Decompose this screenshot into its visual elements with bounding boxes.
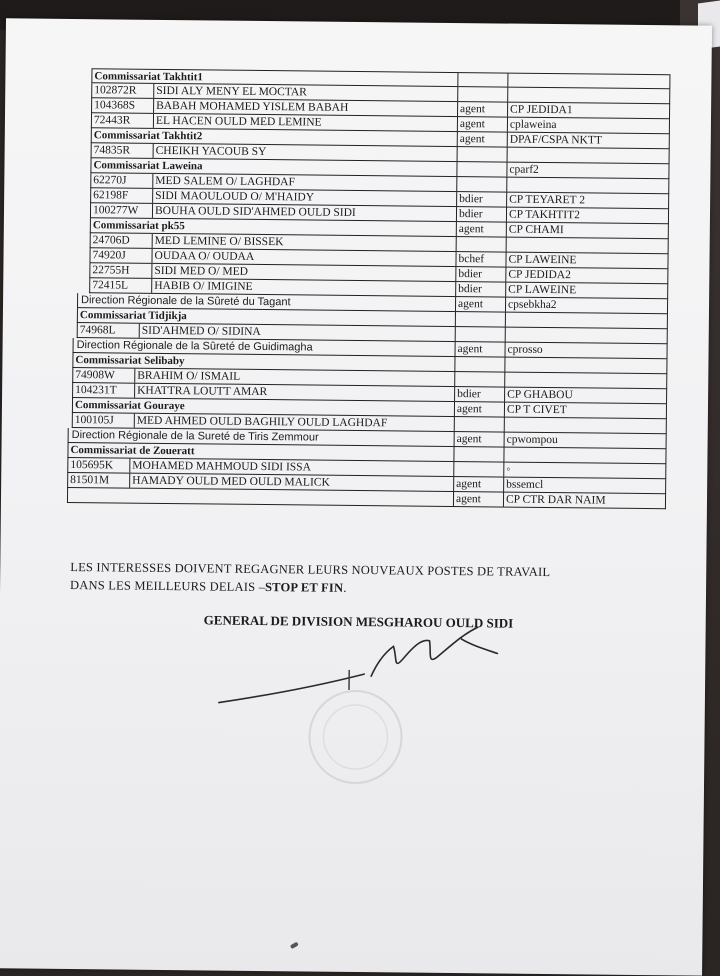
assignment-cell — [508, 74, 671, 89]
grade-cell: bdier — [457, 207, 507, 222]
grade-cell — [454, 447, 504, 462]
assignment-cell: CP LAWEINE — [508, 253, 577, 267]
direction-heading: Direction Régionale de la Sûreté de Guidimagha — [74, 338, 456, 356]
matricule-cell: 74908W — [73, 368, 135, 383]
section-heading: Commissariat pk55 — [91, 218, 457, 236]
assignment-cell — [508, 88, 671, 104]
grade-cell: agent — [458, 132, 508, 147]
grade-cell: agent — [455, 432, 505, 447]
name-cell: SIDI MED O/ MED — [152, 264, 456, 281]
name-cell: BRAHIM O/ ISMAIL — [135, 369, 455, 386]
assignment-cell: CP JEDIDA2 — [508, 268, 571, 282]
matricule-cell: 72415L — [90, 278, 152, 293]
assignment-cell — [507, 238, 670, 254]
faded-stamp — [280, 681, 431, 793]
grade-cell: bdier — [457, 192, 507, 207]
matricule-cell: 62270J — [91, 173, 153, 188]
assignment-cell — [506, 328, 669, 344]
grade-cell: agent — [454, 492, 504, 507]
grade-cell: agent — [458, 102, 508, 117]
note-line-1: LES INTERESSES DOIVENT REGAGNER LEURS NOUVEAUX POSTES DE TRAVAIL — [70, 560, 551, 580]
name-cell: SIDI MAOULOUD O/ M'HAIDY — [153, 189, 457, 206]
grade-cell — [457, 177, 507, 192]
matricule-cell: 100277W — [91, 203, 153, 218]
assignment-cell — [505, 373, 668, 389]
name-cell: MED AHMED OULD BAGHILY OULD LAGHDAF — [135, 414, 455, 431]
assignment-cell — [508, 148, 671, 164]
grade-cell — [456, 312, 506, 327]
name-cell: OUDAA O/ OUDAA — [152, 249, 456, 266]
direction-heading: Direction Régionale de la Sûreté du Tagant — [78, 293, 456, 311]
name-cell: EL HACEN OULD MED LEMINE — [154, 114, 458, 131]
grade-cell — [454, 462, 504, 477]
name-cell: SIDI ALY MENY EL MOCTAR — [154, 84, 458, 101]
assignment-cell: CP TAKHTIT2 — [508, 208, 581, 222]
grade-cell: agent — [456, 342, 506, 357]
name-cell: BOUHA OULD SID'AHMED OULD SIDI — [153, 204, 457, 221]
document-page — [0, 18, 712, 975]
assignment-cell: bssemcl — [506, 478, 544, 491]
name-cell: KHATTRA LOUTT AMAR — [135, 384, 455, 401]
name-cell: HAMADY OULD MED OULD MALICK — [130, 474, 454, 491]
name-cell: SID'AHMED O/ SIDINA — [140, 324, 456, 341]
note-stop-fin: STOP ET FIN — [264, 580, 344, 595]
grade-cell: agent — [458, 117, 508, 132]
direction-heading: Direction Régionale de la Sureté de Tiris Zemmour — [69, 428, 455, 446]
name-cell: MED LEMINE O/ BISSEK — [153, 234, 457, 251]
matricule-cell: 74920J — [90, 248, 152, 263]
section-heading: Commissariat de Zoueratt — [68, 443, 454, 461]
assignment-cell: cprosso — [507, 343, 543, 356]
assignment-cell: CP GHABOU — [507, 388, 573, 402]
grade-cell — [458, 73, 508, 87]
name-cell: BABAH MOHAMED YISLEM BABAH — [154, 99, 458, 116]
grade-cell — [458, 147, 508, 162]
assignment-cell: cplaweina — [509, 118, 557, 132]
matricule-cell: 22755H — [90, 263, 152, 278]
assignment-cell: CP CTR DAR NAIM — [505, 493, 606, 507]
matricule-cell: 104231T — [73, 383, 135, 398]
section-heading: Commissariat Tidjikja — [78, 308, 456, 326]
grade-cell — [457, 237, 507, 252]
name-cell: CHEIKH YACOUB SY — [154, 144, 458, 161]
section-heading: Commissariat Takhtit2 — [92, 128, 458, 146]
assignment-cell: CP TEYARET 2 — [509, 193, 586, 207]
assignment-cell: cpwompou — [506, 433, 558, 447]
name-cell: MED SALEM O/ LAGHDAF — [153, 174, 457, 191]
grade-cell — [457, 162, 507, 177]
matricule-cell: 81501M — [68, 473, 130, 488]
assignment-cell: ◦ — [506, 463, 511, 476]
matricule-cell: 74968L — [78, 323, 140, 338]
grade-cell — [455, 357, 505, 372]
section-heading: Commissariat Selibaby — [73, 353, 455, 371]
section-heading: Commissariat Laweina — [91, 158, 457, 176]
grade-cell: agent — [454, 477, 504, 492]
assignment-cell: CP T CIVET — [506, 403, 567, 417]
assignment-cell — [505, 418, 668, 434]
matricule-cell: 104368S — [92, 98, 154, 113]
grade-cell: bdier — [456, 282, 506, 297]
assignment-cell — [505, 358, 668, 374]
matricule-cell: 105695K — [68, 458, 130, 473]
blank-cell — [68, 488, 454, 506]
matricule-cell: 72443R — [92, 113, 154, 128]
name-cell: HABIB O/ IMIGINE — [152, 279, 456, 296]
assignment-cell: CP JEDIDA1 — [510, 103, 573, 117]
note-line-2-suffix: . — [343, 580, 347, 595]
grade-cell — [456, 327, 506, 342]
grade-cell: agent — [457, 222, 507, 237]
assignment-cell: DPAF/CSPA NKTT — [509, 133, 602, 147]
assignment-cell: CP CHAMI — [508, 223, 564, 237]
signatory-name: GENERAL DE DIVISION MESGHAROU OULD SIDI — [203, 612, 514, 631]
name-cell: MOHAMED MAHMOUD SIDI ISSA — [130, 459, 454, 476]
assignment-cell — [506, 313, 669, 329]
grade-cell — [458, 87, 508, 102]
assignment-cell: cpsebkha2 — [507, 298, 557, 312]
grade-cell: bdier — [455, 387, 505, 402]
assignment-cell — [507, 178, 670, 194]
assignment-cell — [504, 448, 667, 464]
grade-cell — [455, 372, 505, 387]
matricule-cell: 62198F — [91, 188, 153, 203]
grade-cell — [455, 417, 505, 432]
matricule-cell: 100105J — [73, 413, 135, 428]
grade-cell: agent — [455, 402, 505, 417]
matricule-cell: 74835R — [92, 143, 154, 158]
assignment-cell: cparf2 — [509, 163, 539, 176]
assignment-cell: CP LAWEINE — [508, 283, 577, 297]
matricule-cell: 24706D — [91, 233, 153, 248]
grade-cell: bchef — [456, 252, 506, 267]
ink-mark — [290, 942, 299, 949]
matricule-cell: 102872R — [92, 83, 154, 98]
grade-cell: bdier — [456, 267, 506, 282]
section-heading: Commissariat Gouraye — [73, 398, 455, 416]
section-heading: Commissariat Takhtit1 — [92, 69, 458, 86]
grade-cell: agent — [456, 297, 506, 312]
instruction-note — [70, 558, 590, 599]
note-line-2-prefix: DANS LES MEILLEURS DELAIS – — [70, 578, 266, 595]
